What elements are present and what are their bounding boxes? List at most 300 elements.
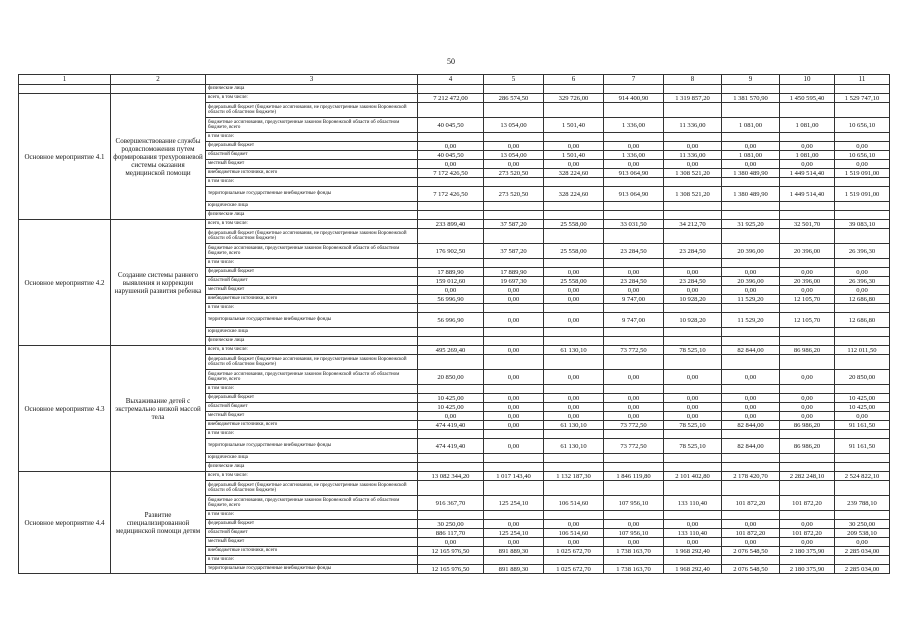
value-cell xyxy=(835,430,890,439)
source-label: в том числе: xyxy=(206,178,418,187)
value-cell: 0,00 xyxy=(835,142,890,151)
source-label: областной бюджет xyxy=(206,151,418,160)
empty-cell xyxy=(111,85,206,94)
value-cell: 0,00 xyxy=(664,142,722,151)
value-cell: 0,00 xyxy=(664,412,722,421)
value-cell xyxy=(780,337,835,346)
value-cell: 1 308 521,20 xyxy=(664,169,722,178)
value-cell xyxy=(835,178,890,187)
value-cell: 0,00 xyxy=(544,370,604,385)
value-cell xyxy=(604,304,664,313)
value-cell xyxy=(484,328,544,337)
value-cell xyxy=(418,259,484,268)
value-cell xyxy=(544,454,604,463)
source-label: в том числе: xyxy=(206,259,418,268)
value-cell: 10 928,20 xyxy=(664,295,722,304)
event-number: Основное мероприятие 4.3 xyxy=(19,346,111,472)
value-cell xyxy=(664,328,722,337)
value-cell: 78 525,10 xyxy=(664,346,722,355)
value-cell: 0,00 xyxy=(604,286,664,295)
value-cell: 11 336,00 xyxy=(664,151,722,160)
table-row xyxy=(19,346,890,355)
value-cell: 0,00 xyxy=(604,520,664,529)
value-cell: 86 986,20 xyxy=(780,439,835,454)
value-cell: 0,00 xyxy=(780,268,835,277)
value-cell: 78 525,10 xyxy=(664,439,722,454)
value-cell xyxy=(604,355,664,370)
value-cell xyxy=(835,211,890,220)
value-cell: 23 284,50 xyxy=(604,244,664,259)
column-header: 4 xyxy=(418,75,484,85)
value-cell xyxy=(780,385,835,394)
value-cell xyxy=(722,355,780,370)
value-cell xyxy=(780,133,835,142)
value-cell xyxy=(722,511,780,520)
value-cell: 30 250,00 xyxy=(835,520,890,529)
value-cell: 1 529 747,10 xyxy=(835,94,890,103)
value-cell xyxy=(544,463,604,472)
column-header: 2 xyxy=(111,75,206,85)
source-label: федеральный бюджет xyxy=(206,142,418,151)
source-label: областной бюджет xyxy=(206,277,418,286)
value-cell: 2 076 548,50 xyxy=(722,565,780,574)
funding-table xyxy=(18,74,890,574)
source-label: внебюджетные источники, всего xyxy=(206,421,418,430)
value-cell xyxy=(722,133,780,142)
value-cell: 0,00 xyxy=(664,370,722,385)
value-cell: 286 574,50 xyxy=(484,94,544,103)
value-cell xyxy=(835,481,890,496)
value-cell: 886 117,70 xyxy=(418,529,484,538)
value-cell: 17 889,90 xyxy=(484,268,544,277)
value-cell xyxy=(418,328,484,337)
value-cell: 2 101 402,80 xyxy=(664,472,722,481)
value-cell: 7 172 426,50 xyxy=(418,169,484,178)
source-label: местный бюджет xyxy=(206,412,418,421)
value-cell: 101 872,20 xyxy=(722,529,780,538)
value-cell xyxy=(604,454,664,463)
value-cell: 12 686,80 xyxy=(835,295,890,304)
value-cell xyxy=(418,481,484,496)
source-label: всего, в том числе: xyxy=(206,220,418,229)
value-cell xyxy=(418,556,484,565)
value-cell: 495 269,40 xyxy=(418,346,484,355)
value-cell: 0,00 xyxy=(484,313,544,328)
value-cell: 0,00 xyxy=(664,538,722,547)
value-cell xyxy=(664,385,722,394)
source-label: областной бюджет xyxy=(206,403,418,412)
value-cell: 916 367,70 xyxy=(418,496,484,511)
value-cell xyxy=(484,211,544,220)
value-cell: 1 738 163,70 xyxy=(604,547,664,556)
value-cell: 125 254,10 xyxy=(484,529,544,538)
value-cell: 37 587,20 xyxy=(484,220,544,229)
value-cell: 9 747,00 xyxy=(604,313,664,328)
value-cell: 106 514,60 xyxy=(544,529,604,538)
value-cell xyxy=(664,103,722,118)
column-header: 8 xyxy=(664,75,722,85)
value-cell: 0,00 xyxy=(604,538,664,547)
event-number: Основное мероприятие 4.4 xyxy=(19,472,111,574)
value-cell xyxy=(722,304,780,313)
source-label: федеральный бюджет (бюджетные ассигнования, не предусмотренные законом Воронежской области об областном бюджете) xyxy=(206,103,418,118)
value-cell: 32 501,70 xyxy=(780,220,835,229)
column-header: 7 xyxy=(604,75,664,85)
value-cell: 176 902,50 xyxy=(418,244,484,259)
value-cell: 0,00 xyxy=(544,412,604,421)
source-label: бюджетные ассигнования, предусмотренные законом Воронежской области об областном бюджете, всего xyxy=(206,244,418,259)
value-cell xyxy=(835,259,890,268)
value-cell: 12 165 976,50 xyxy=(418,565,484,574)
value-cell xyxy=(780,511,835,520)
source-label: физические лица xyxy=(206,211,418,220)
value-cell: 1 081,00 xyxy=(780,118,835,133)
value-cell: 25 558,00 xyxy=(544,277,604,286)
value-cell xyxy=(835,304,890,313)
value-cell: 2 076 548,50 xyxy=(722,547,780,556)
value-cell xyxy=(835,229,890,244)
value-cell: 10 928,20 xyxy=(664,313,722,328)
value-cell: 20 396,00 xyxy=(780,277,835,286)
value-cell xyxy=(544,481,604,496)
value-cell: 133 110,40 xyxy=(664,496,722,511)
value-cell xyxy=(418,211,484,220)
value-cell xyxy=(484,178,544,187)
source-label: физические лица xyxy=(206,463,418,472)
source-label: всего, в том числе: xyxy=(206,346,418,355)
source-label: областной бюджет xyxy=(206,529,418,538)
value-cell: 891 889,30 xyxy=(484,565,544,574)
source-label: территориальные государственные внебюджетные фонды xyxy=(206,439,418,454)
value-cell: 328 224,60 xyxy=(544,169,604,178)
source-label: юридические лица xyxy=(206,202,418,211)
value-cell: 1 501,40 xyxy=(544,118,604,133)
value-cell xyxy=(722,103,780,118)
value-cell xyxy=(722,202,780,211)
value-cell: 0,00 xyxy=(722,142,780,151)
value-cell: 1 319 857,20 xyxy=(664,94,722,103)
value-cell xyxy=(722,481,780,496)
source-label: в том числе: xyxy=(206,304,418,313)
event-name: Создание системы раннего выявления и коррекции нарушений развития ребенка xyxy=(111,220,206,346)
value-cell: 86 986,20 xyxy=(780,346,835,355)
value-cell: 159 012,60 xyxy=(418,277,484,286)
value-cell xyxy=(664,355,722,370)
value-cell: 0,00 xyxy=(484,370,544,385)
value-cell: 11 529,20 xyxy=(722,313,780,328)
value-cell: 1 336,00 xyxy=(604,118,664,133)
value-cell xyxy=(835,103,890,118)
value-cell xyxy=(484,133,544,142)
value-cell xyxy=(835,385,890,394)
value-cell: 1 738 163,70 xyxy=(604,565,664,574)
value-cell xyxy=(664,133,722,142)
value-cell xyxy=(835,556,890,565)
value-cell xyxy=(722,556,780,565)
event-number: Основное мероприятие 4.2 xyxy=(19,220,111,346)
value-cell: 20 396,00 xyxy=(722,277,780,286)
value-cell: 33 031,50 xyxy=(604,220,664,229)
value-cell: 0,00 xyxy=(604,403,664,412)
value-cell xyxy=(664,304,722,313)
value-cell: 125 254,10 xyxy=(484,496,544,511)
value-cell: 0,00 xyxy=(484,538,544,547)
value-cell: 101 872,20 xyxy=(722,496,780,511)
value-cell: 0,00 xyxy=(484,403,544,412)
value-cell: 0,00 xyxy=(835,160,890,169)
source-label: федеральный бюджет (бюджетные ассигнования, не предусмотренные законом Воронежской области об областном бюджете) xyxy=(206,229,418,244)
event-name: Совершенствование службы родовспоможения путем формирования трехуровневой системы оказания медицинской помощи xyxy=(111,94,206,220)
value-cell xyxy=(418,202,484,211)
value-cell: 0,00 xyxy=(664,286,722,295)
value-cell: 2 282 248,10 xyxy=(780,472,835,481)
value-cell: 913 064,90 xyxy=(604,169,664,178)
value-cell: 30 250,00 xyxy=(418,520,484,529)
value-cell xyxy=(722,178,780,187)
value-cell: 0,00 xyxy=(780,286,835,295)
value-cell xyxy=(484,463,544,472)
value-cell: 0,00 xyxy=(835,268,890,277)
value-cell xyxy=(484,103,544,118)
value-cell: 233 899,40 xyxy=(418,220,484,229)
value-cell: 1 449 514,40 xyxy=(780,169,835,178)
value-cell xyxy=(664,229,722,244)
value-cell xyxy=(418,304,484,313)
value-cell: 12 105,70 xyxy=(780,295,835,304)
value-cell: 0,00 xyxy=(664,520,722,529)
source-label: в том числе: xyxy=(206,556,418,565)
value-cell xyxy=(418,430,484,439)
value-cell: 91 161,50 xyxy=(835,421,890,430)
value-cell: 0,00 xyxy=(484,160,544,169)
value-cell: 2 524 822,10 xyxy=(835,472,890,481)
value-cell xyxy=(544,103,604,118)
value-cell: 0,00 xyxy=(418,412,484,421)
source-label: бюджетные ассигнования, предусмотренные законом Воронежской области об областном бюджете, всего xyxy=(206,496,418,511)
value-cell: 0,00 xyxy=(664,403,722,412)
value-cell xyxy=(722,259,780,268)
source-label: в том числе: xyxy=(206,430,418,439)
value-cell: 0,00 xyxy=(604,160,664,169)
value-cell: 239 788,10 xyxy=(835,496,890,511)
value-cell: 56 996,90 xyxy=(418,313,484,328)
value-cell: 0,00 xyxy=(484,295,544,304)
value-cell: 0,00 xyxy=(418,538,484,547)
source-label: в том числе: xyxy=(206,511,418,520)
value-cell: 1 025 672,70 xyxy=(544,547,604,556)
source-label: юридические лица xyxy=(206,454,418,463)
value-cell: 1 380 489,90 xyxy=(722,187,780,202)
value-cell: 0,00 xyxy=(664,160,722,169)
value-cell: 39 083,10 xyxy=(835,220,890,229)
value-cell xyxy=(418,385,484,394)
value-cell: 86 986,20 xyxy=(780,421,835,430)
value-cell: 0,00 xyxy=(544,403,604,412)
value-cell xyxy=(722,337,780,346)
value-cell xyxy=(604,328,664,337)
value-cell: 0,00 xyxy=(722,520,780,529)
value-cell xyxy=(418,463,484,472)
value-cell: 0,00 xyxy=(722,394,780,403)
value-cell xyxy=(484,430,544,439)
value-cell xyxy=(544,511,604,520)
value-cell: 13 082 344,20 xyxy=(418,472,484,481)
value-cell xyxy=(484,259,544,268)
value-cell xyxy=(835,328,890,337)
value-cell xyxy=(722,454,780,463)
value-cell: 0,00 xyxy=(780,160,835,169)
value-cell: 1 017 143,40 xyxy=(484,472,544,481)
value-cell: 133 110,40 xyxy=(664,529,722,538)
value-cell xyxy=(544,202,604,211)
value-cell xyxy=(664,178,722,187)
event-name: Выхаживание детей с экстремально низкой массой тела xyxy=(111,346,206,472)
value-cell: 91 161,50 xyxy=(835,439,890,454)
value-cell xyxy=(835,85,890,94)
value-cell: 0,00 xyxy=(484,142,544,151)
column-header: 11 xyxy=(835,75,890,85)
value-cell: 73 772,50 xyxy=(604,346,664,355)
value-cell: 10 425,00 xyxy=(418,394,484,403)
value-cell xyxy=(544,259,604,268)
value-cell: 0,00 xyxy=(544,520,604,529)
value-cell: 10 656,10 xyxy=(835,151,890,160)
source-label: федеральный бюджет xyxy=(206,520,418,529)
value-cell xyxy=(604,133,664,142)
value-cell: 474 419,40 xyxy=(418,421,484,430)
value-cell xyxy=(418,355,484,370)
value-cell: 0,00 xyxy=(722,268,780,277)
value-cell: 82 844,00 xyxy=(722,421,780,430)
value-cell: 9 747,00 xyxy=(604,295,664,304)
value-cell xyxy=(722,229,780,244)
value-cell xyxy=(484,229,544,244)
value-cell: 10 425,00 xyxy=(835,403,890,412)
value-cell xyxy=(418,229,484,244)
value-cell: 1 380 489,90 xyxy=(722,169,780,178)
table-row xyxy=(19,472,890,481)
value-cell: 0,00 xyxy=(544,538,604,547)
column-header: 5 xyxy=(484,75,544,85)
value-cell: 0,00 xyxy=(664,394,722,403)
value-cell xyxy=(484,556,544,565)
value-cell: 2 178 420,70 xyxy=(722,472,780,481)
value-cell xyxy=(835,337,890,346)
value-cell: 0,00 xyxy=(604,142,664,151)
value-cell: 1 381 570,90 xyxy=(722,94,780,103)
value-cell: 25 558,00 xyxy=(544,244,604,259)
value-cell: 19 697,30 xyxy=(484,277,544,286)
value-cell: 891 889,30 xyxy=(484,547,544,556)
value-cell: 1 308 521,20 xyxy=(664,187,722,202)
event-number: Основное мероприятие 4.1 xyxy=(19,94,111,220)
value-cell xyxy=(418,85,484,94)
value-cell: 20 396,00 xyxy=(780,244,835,259)
column-header: 3 xyxy=(206,75,418,85)
value-cell: 11 336,00 xyxy=(664,118,722,133)
source-label: внебюджетные источники, всего xyxy=(206,169,418,178)
source-label: местный бюджет xyxy=(206,538,418,547)
value-cell: 112 011,50 xyxy=(835,346,890,355)
value-cell xyxy=(664,454,722,463)
value-cell: 0,00 xyxy=(780,142,835,151)
value-cell xyxy=(604,85,664,94)
value-cell xyxy=(722,211,780,220)
value-cell: 913 064,90 xyxy=(604,187,664,202)
value-cell xyxy=(780,229,835,244)
source-label: федеральный бюджет (бюджетные ассигнования, не предусмотренные законом Воронежской области об областном бюджете) xyxy=(206,481,418,496)
value-cell xyxy=(484,202,544,211)
value-cell xyxy=(780,259,835,268)
value-cell xyxy=(604,259,664,268)
value-cell xyxy=(664,430,722,439)
value-cell xyxy=(780,103,835,118)
value-cell xyxy=(418,178,484,187)
value-cell: 0,00 xyxy=(722,538,780,547)
value-cell: 1 025 672,70 xyxy=(544,565,604,574)
value-cell: 12 165 976,50 xyxy=(418,547,484,556)
value-cell: 17 889,90 xyxy=(418,268,484,277)
value-cell: 23 284,50 xyxy=(664,244,722,259)
value-cell xyxy=(780,211,835,220)
value-cell: 23 284,50 xyxy=(664,277,722,286)
value-cell xyxy=(604,556,664,565)
value-cell: 0,00 xyxy=(484,421,544,430)
value-cell: 0,00 xyxy=(722,370,780,385)
value-cell xyxy=(604,211,664,220)
value-cell: 20 396,00 xyxy=(722,244,780,259)
value-cell xyxy=(780,355,835,370)
value-cell: 328 224,60 xyxy=(544,187,604,202)
value-cell xyxy=(664,202,722,211)
value-cell xyxy=(780,463,835,472)
value-cell: 0,00 xyxy=(780,403,835,412)
value-cell xyxy=(722,328,780,337)
value-cell xyxy=(664,511,722,520)
value-cell: 0,00 xyxy=(722,286,780,295)
value-cell xyxy=(544,229,604,244)
value-cell: 0,00 xyxy=(544,160,604,169)
value-cell xyxy=(780,328,835,337)
value-cell xyxy=(604,430,664,439)
value-cell xyxy=(544,355,604,370)
value-cell xyxy=(780,481,835,496)
source-label: территориальные государственные внебюджетные фонды xyxy=(206,313,418,328)
value-cell: 0,00 xyxy=(484,394,544,403)
value-cell: 0,00 xyxy=(604,370,664,385)
value-cell: 1 846 119,80 xyxy=(604,472,664,481)
value-cell: 61 130,10 xyxy=(544,439,604,454)
value-cell xyxy=(484,337,544,346)
value-cell: 10 656,10 xyxy=(835,118,890,133)
value-cell: 31 925,20 xyxy=(722,220,780,229)
value-cell xyxy=(544,556,604,565)
value-cell: 23 284,50 xyxy=(604,277,664,286)
value-cell: 20 850,00 xyxy=(418,370,484,385)
page-number: 50 xyxy=(447,57,455,66)
value-cell: 0,00 xyxy=(544,313,604,328)
value-cell: 1 968 292,40 xyxy=(664,547,722,556)
value-cell: 0,00 xyxy=(484,286,544,295)
value-cell: 273 520,50 xyxy=(484,169,544,178)
value-cell: 7 172 426,50 xyxy=(418,187,484,202)
value-cell xyxy=(604,337,664,346)
value-cell xyxy=(780,202,835,211)
value-cell xyxy=(835,511,890,520)
value-cell: 7 212 472,00 xyxy=(418,94,484,103)
value-cell xyxy=(604,103,664,118)
header-row xyxy=(19,75,890,85)
